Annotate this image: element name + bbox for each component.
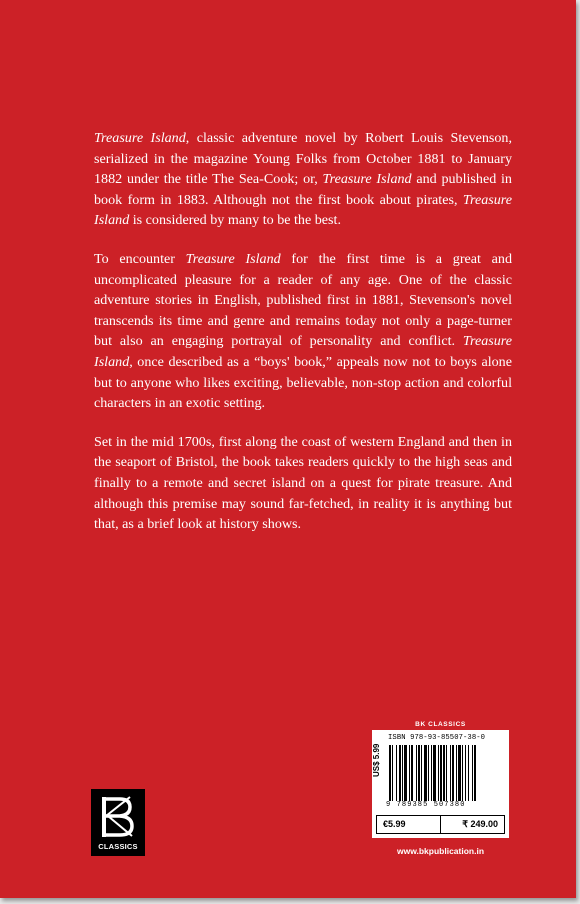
barcode-bar xyxy=(431,745,432,801)
text-run: Set in the mid 1700s, first along the coast of western England and then in the seaport of Bristol, the book takes readers quickly to the high seas and finally to a remote and secret island on a quest for pirate treasure. And although this premise may sound far-fetched, in reality it is anything but that, as a brief look at history shows. xyxy=(94,433,512,533)
price-eur: €5.99 xyxy=(383,819,406,829)
barcode-bar xyxy=(389,745,391,801)
usd-price: US$ 5.99 xyxy=(372,743,381,777)
blurb-text xyxy=(94,128,512,553)
barcode-bar xyxy=(402,745,403,801)
barcode-digits: 9 789385 507380 xyxy=(386,801,466,809)
barcode-panel xyxy=(372,719,509,838)
barcode-bar xyxy=(409,745,410,801)
italic-title-run: Treasure Island xyxy=(94,130,186,146)
barcode-bar xyxy=(433,745,436,801)
text-run: , classic adventure novel by Robert Louis Stevenson, serialized in the magazine Young Folks from October 1881 to January 1882 under the title The Sea-Cook; or, xyxy=(94,130,512,188)
barcode-bar xyxy=(443,745,445,801)
barcode-bar xyxy=(399,745,401,801)
website-url: www.bkpublication.in xyxy=(396,846,485,856)
barcode-bar xyxy=(456,745,457,801)
barcode-bar xyxy=(446,745,447,801)
bk-logo-icon xyxy=(100,795,136,839)
blurb-paragraph-2 xyxy=(94,249,512,414)
barcode-bar xyxy=(468,745,469,801)
blurb-paragraph-1 xyxy=(94,128,512,231)
text-run: and published in book form in 1883. Although not the first book about pirates, xyxy=(94,171,512,208)
barcode-bar xyxy=(440,745,442,801)
italic-title-run: Treasure Island xyxy=(94,191,512,229)
text-run: , once described as a “boys' book,” appeals now not to boys alone but to anyone who likes exciting, believable, non-stop action and colorful characters in an exotic setting. xyxy=(94,353,512,412)
barcode-bar xyxy=(458,745,461,801)
barcode-bar xyxy=(472,745,473,801)
italic-title-run: Treasure Island xyxy=(94,333,512,370)
barcode-bar xyxy=(404,745,407,801)
barcode-bars xyxy=(389,745,501,801)
barcode-bar xyxy=(452,745,454,801)
barcode-bar xyxy=(411,745,413,801)
barcode-bar xyxy=(416,745,417,801)
text-run: To encounter xyxy=(94,250,186,267)
series-label: BK CLASSICS xyxy=(372,719,509,730)
barcode-bar xyxy=(438,745,439,801)
barcode-bar xyxy=(462,745,463,801)
barcode-bar xyxy=(418,745,420,801)
barcode-bar xyxy=(424,745,427,801)
barcode-bar xyxy=(474,745,476,801)
logo-label: CLASSICS xyxy=(98,842,138,851)
barcode-bar xyxy=(396,745,397,801)
isbn-text: ISBN 978-93-85507-38-0 xyxy=(388,734,486,742)
price-inr: ₹ 249.00 xyxy=(440,816,504,833)
text-run: is considered by many to be the best. xyxy=(129,212,341,229)
barcode-bar xyxy=(450,745,451,801)
italic-title-run: Treasure Island xyxy=(322,171,412,188)
barcode-bar xyxy=(465,745,466,801)
barcode-bar xyxy=(392,745,393,801)
blurb-paragraph-3 xyxy=(94,432,512,535)
barcode-bar xyxy=(421,745,422,801)
text-run: for the first time is a great and uncomplicated pleasure for a reader of any age. One of the classic adventure stories in English, published first in 1881, Stevenson's novel transcends its time and genre and remains today not only a page-turner but also an engaging portrayal of personality and conflict. xyxy=(94,250,513,350)
italic-title-run: Treasure Island xyxy=(185,250,281,267)
bk-classics-logo xyxy=(91,789,145,856)
barcode-bar xyxy=(428,745,429,801)
price-row xyxy=(376,815,505,834)
